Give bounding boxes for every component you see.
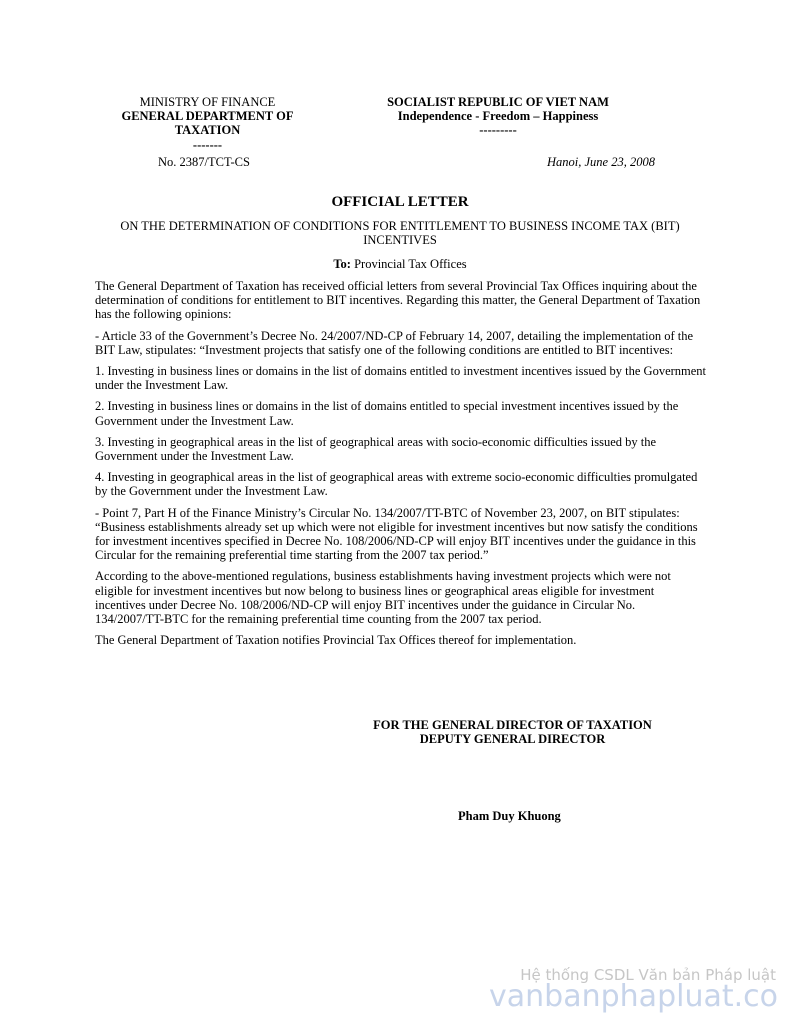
issuer-divider: ------- <box>192 137 223 152</box>
signature-block <box>355 718 670 746</box>
paragraph: 3. Investing in geographical areas in the list of geographical areas with socio-economic difficulties issued by the Government under the Investment Law. <box>95 434 657 464</box>
signature-position: DEPUTY GENERAL DIRECTOR <box>419 732 606 747</box>
ministry-name: MINISTRY OF FINANCE <box>139 95 276 109</box>
paragraph: 1. Investing in business lines or domains in the list of domains entitled to investment incentives issued by the Government under the Investment Law. <box>95 364 707 393</box>
department-name-line2: TAXATION <box>174 123 241 138</box>
paragraph: The General Department of Taxation notifies Provincial Tax Offices thereof for implementation. <box>95 633 577 648</box>
letter-body <box>95 279 707 654</box>
issuer-block <box>110 95 305 152</box>
motto-divider: --------- <box>479 123 517 138</box>
recipient-label: To: <box>333 257 351 271</box>
recipient-line <box>0 257 800 271</box>
paragraph: 2. Investing in business lines or domains in the list of domains entitled to special investment incentives issued by the Government under the Investment Law. <box>95 399 679 428</box>
watermark-site: vanbanphapluat.co <box>489 979 778 1014</box>
paragraph: According to the above-mentioned regulations, business establishments having investment projects which were not eligible for investment incentives but now belong to business lines or geographical areas eligible for investment incentives under Decree No. 108/2006/ND-CP will enjoy BIT incentives under the guidance in Circular No. 134/2007/TT-BTC for the remaining preferential time counting from the 2007 tax period. <box>95 569 671 627</box>
document-title: OFFICIAL LETTER <box>331 194 469 210</box>
document-number: No. 2387/TCT-CS <box>158 155 250 169</box>
document-subject: ON THE DETERMINATION OF CONDITIONS FOR ENTITLEMENT TO BUSINESS INCOME TAX (BIT) INCENTIVES <box>120 219 680 248</box>
paragraph: 4. Investing in geographical areas in the list of geographical areas with extreme socio-economic difficulties promulgated by the Government under the Investment Law. <box>95 470 698 499</box>
recipient-value: Provincial Tax Offices <box>354 257 467 271</box>
signature-authority: FOR THE GENERAL DIRECTOR OF TAXATION <box>373 718 652 732</box>
national-motto-block <box>368 95 628 138</box>
department-name-line1: GENERAL DEPARTMENT OF <box>121 109 294 124</box>
country-name: SOCIALIST REPUBLIC OF VIET NAM <box>387 95 609 109</box>
motto: Independence - Freedom – Happiness <box>397 109 599 124</box>
paragraph: - Article 33 of the Government’s Decree No. 24/2007/ND-CP of February 14, 2007, detailing the implementation of the BIT Law, stipulates: “Investment projects that satisfy one of the following conditions are entitled to BIT incentives: <box>95 328 694 357</box>
signer-name: Pham Duy Khuong <box>458 809 561 823</box>
document-date: Hanoi, June 23, 2008 <box>547 155 655 169</box>
paragraph: - Point 7, Part H of the Finance Ministry’s Circular No. 134/2007/TT-BTC of November 23, 2007, on BIT stipulates: “Business establishments already set up which were not eligible for investment incentives but now satisfy the conditions for investment incentives specified in Decree No. 108/2006/ND-CP will enjoy BIT incentives under the guidance in this Circular for the remaining preferential time starting from the 2007 tax period.” <box>95 505 698 563</box>
watermark-caption: Hệ thống CSDL Văn bản Pháp luật <box>520 966 776 984</box>
paragraph: The General Department of Taxation has received official letters from several Provincial Tax Offices inquiring about the determination of conditions for entitlement to BIT incentives. Regarding this matter, the General Department of Taxation has the following opinions: <box>95 279 701 322</box>
